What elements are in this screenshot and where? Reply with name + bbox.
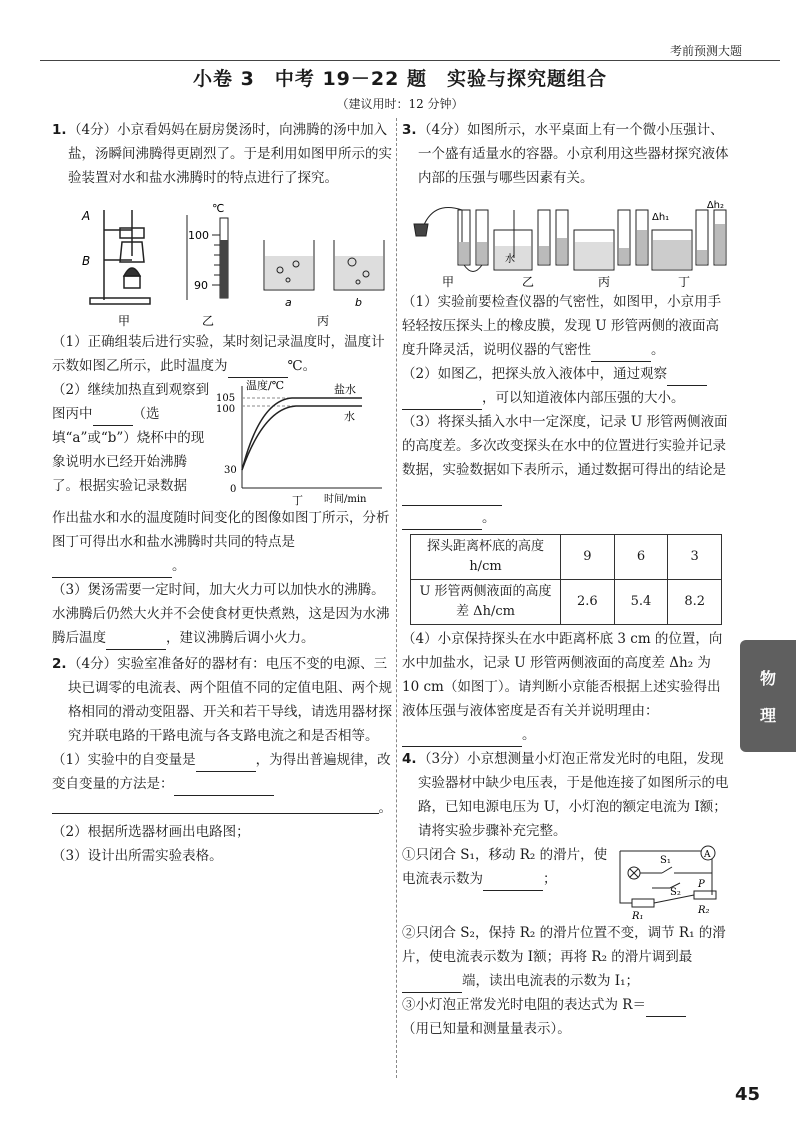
question-intro: （4分）如图所示，水平桌面上有一个微小压强计、一个盛有适量水的容器。小京利用这些器材探究液体内部的压强与哪些因素有关。 [418, 122, 729, 186]
q3-part1-text: （1）实验前要检查仪器的气密性，如图甲，小京用手轻轻按压探头上的橡皮膜，发现 U 形管两侧的液面高度升降灵活，说明仪器的气密性 [402, 294, 722, 358]
q3-figure-svg [402, 190, 732, 290]
question-intro: （3分）小京想测量小灯泡正常发光时的电阻，发现实验器材中缺少电压表，于是他连接了如图所示的电路，已知电源电压为 U，小灯泡的额定电流为 I额；请将实验步骤补充完整。 [418, 751, 729, 839]
label-A: A [82, 209, 91, 223]
label-dh2: Δh₂ [706, 200, 724, 211]
table-cell: 3 [668, 535, 722, 580]
q3-part3 [402, 410, 732, 530]
u-tube-bing [574, 210, 648, 270]
label-yi: 乙 [202, 314, 215, 328]
q3-part2-end: ，可以知道液体内部压强的大小。 [482, 390, 685, 406]
question-number: 3. [402, 122, 417, 138]
table-cell: 2.6 [561, 580, 615, 625]
r2-label: R₂ [698, 905, 710, 916]
graph-saltwater-label: 盐水 [334, 383, 356, 396]
right-column [402, 118, 732, 1041]
q3-part4 [402, 627, 732, 747]
label-ding: 丁 [678, 275, 691, 289]
q4-step3-text: ③小灯泡正常发光时电阻的表达式为 R＝ [402, 997, 646, 1013]
page-subtitle: （建议用时：12 分钟） [336, 97, 464, 111]
question-3 [402, 118, 732, 190]
graph-y0: 0 [230, 484, 237, 495]
graph-ding [212, 378, 392, 506]
label-bing: 丙 [317, 314, 330, 328]
q1-figure [52, 190, 392, 330]
header-right-label: 考前预测大题 [669, 44, 742, 58]
q2-method-blank-2[interactable] [52, 796, 379, 814]
header-rule [40, 60, 780, 61]
table-row [411, 535, 722, 580]
q1-beaker-blank[interactable] [93, 408, 133, 426]
p-label: P [698, 879, 705, 890]
q3-part3-text: （3）将探头插入水中一定深度，记录 U 形管两侧液面的高度差。多次改变探头在水中的位置进行实验并记录数据，实验数据如下表所示，通过数据可得出的结论是 [402, 414, 728, 478]
q3-observe-blank[interactable] [667, 368, 707, 386]
q1-part1 [52, 330, 392, 378]
label-yi: 乙 [522, 275, 535, 289]
page-number: 45 [734, 1084, 760, 1105]
question-number: 1. [52, 122, 67, 138]
q4-step2 [402, 921, 732, 993]
page-title: 小卷 3 中考 19－22 题 实验与探究题组合 [193, 68, 607, 90]
table-row-label: U 形管两侧液面的高度差 Δh/cm [411, 580, 561, 625]
question-1 [52, 118, 392, 190]
q4-end-blank[interactable] [402, 975, 462, 993]
graph-name: 丁 [292, 494, 303, 506]
q1-part3-text: （3）煲汤需要一定时间，加大火力可以加快水的沸腾。水沸腾后仍然大火并不会使食材更快煮熟，这是因为水沸腾后温度 [52, 582, 390, 646]
q2-part3: （3）设计出所需实验表格。 [52, 848, 223, 864]
q2-part2: （2）根据所选器材画出电路图； [52, 824, 250, 840]
stand-apparatus [90, 210, 150, 304]
q1-part2-text-block [52, 378, 212, 506]
q3-part1 [402, 290, 732, 362]
q3-reason-blank[interactable] [402, 729, 522, 747]
q1-part2-text-c: 作出盐水和水的温度随时间变化的图像如图丁所示，分析图丁可得出水和盐水沸腾时共同的特点是 [52, 510, 390, 550]
q4-circuit [612, 843, 727, 921]
q3-part2 [402, 362, 732, 410]
q2-variable-blank[interactable] [196, 754, 256, 772]
column-divider [396, 118, 397, 1078]
question-4 [402, 747, 732, 843]
q3-part4-end: 。 [522, 727, 536, 743]
q4-step1 [402, 843, 612, 921]
u-tube-jia [414, 208, 488, 272]
q3-figure [402, 190, 732, 290]
table-cell: 9 [561, 535, 615, 580]
q1-temp-blank[interactable] [228, 360, 288, 378]
q4-step2-end: 端，读出电流表的示数为 I₁； [462, 973, 640, 989]
q1-temp-change-blank[interactable] [106, 632, 166, 650]
label-bing: 丙 [598, 275, 611, 289]
s1-label: S₁ [660, 855, 671, 866]
q4-step2-text: ②只闭合 S₂，保持 R₂ 的滑片位置不变，调节 R₁ 的滑片，使电流表示数为 I额；再将 R₂ 的滑片调到最 [402, 925, 726, 965]
question-number: 4. [402, 751, 417, 767]
graph-y30: 30 [224, 465, 237, 476]
graph-xlabel: 时间/min [324, 494, 367, 505]
q4-expression-blank[interactable] [646, 999, 686, 1017]
q1-part2-end: 。 [172, 558, 186, 574]
label-jia: 甲 [442, 275, 455, 289]
s2-label: S₂ [670, 887, 681, 898]
thermo-90: 90 [194, 279, 208, 292]
table-cell: 8.2 [668, 580, 722, 625]
q4-current-blank[interactable] [483, 873, 543, 891]
q1-part1-unit: ℃。 [287, 358, 317, 374]
label-a: a [285, 296, 292, 309]
beakers [264, 240, 384, 290]
q4-step3-end: （用已知量和测量量表示）。 [402, 1021, 571, 1037]
q3-part1-end: 。 [651, 342, 665, 358]
q4-step1-text: ①只闭合 S₁，移动 R₂ 的滑片，使电流表示数为 [402, 847, 608, 887]
question-intro: （4分）小京看妈妈在厨房煲汤时，向沸腾的汤中加入盐，汤瞬间沸腾得更剧烈了。于是利用如图甲所示的实验装置对水和盐水沸腾时的特点进行了探究。 [68, 122, 392, 186]
q2-part1-method: ，为得出普遍规律，改变自变量的方法是： [52, 752, 391, 792]
label-jia: 甲 [118, 314, 131, 328]
q3-observe-blank-2[interactable] [402, 392, 482, 410]
label-B: B [82, 254, 91, 268]
saltwater-curve [242, 398, 362, 470]
q2-method-blank[interactable] [174, 778, 274, 796]
q1-part2-text-b: （选填“a”或“b”）烧杯中的现象说明水已经开始沸腾了。根据实验记录数据 [52, 406, 205, 494]
side-tab-char-2: 理 [759, 706, 776, 725]
q2-part1-end: 。 [378, 800, 392, 816]
label-dh1: Δh₁ [652, 212, 670, 223]
q3-conclusion-blank-2[interactable] [402, 512, 482, 530]
ammeter-label: A [704, 850, 711, 860]
subject-side-tab[interactable] [740, 640, 796, 752]
table-cell: 6 [614, 535, 668, 580]
q2-part1-text: （1）实验中的自变量是 [52, 752, 196, 768]
q3-part3-end: 。 [482, 510, 496, 526]
q4-step1-row [402, 843, 732, 921]
q3-part4-text: （4）小京保持探头在水中距离杯底 3 cm 的位置，向水中加盐水，记录 U 形管两侧液面的高度差 Δh₂ 为 10 cm（如图丁）。请判断小京能否根据上述实验得出液体压强与液体密度是否有关并说明理由： [402, 631, 723, 719]
q1-part3 [52, 578, 392, 650]
question-intro: （4分）实验室准备好的器材有：电压不变的电源、三块已调零的电流表、两个阻值不同的定值电阻、两个规格相同的滑动变阻器、开关和若干导线，请选用器材探究并联电路的干路电流与各支路电流之和是否相等。 [68, 656, 392, 744]
q1-part3-end: ，建议沸腾后调小火力。 [166, 630, 315, 646]
graph-ylabel: 温度/℃ [246, 379, 285, 392]
table-row [411, 580, 722, 625]
label-b: b [355, 296, 362, 309]
graph-y105: 105 [216, 393, 236, 404]
q2-part1 [52, 748, 392, 820]
q3-conclusion-blank[interactable] [402, 488, 502, 506]
q1-feature-blank[interactable] [52, 560, 172, 578]
q1-part2-text-a: （2）继续加热直到观察到图丙中 [52, 382, 210, 422]
table-cell: 5.4 [614, 580, 668, 625]
q1-part2-continued [52, 506, 392, 578]
q3-data-table [410, 534, 722, 625]
q4-step3 [402, 993, 732, 1041]
graph-water-label: 水 [344, 410, 355, 423]
left-column [52, 118, 392, 868]
question-2 [52, 652, 392, 748]
table-row-label: 探头距离杯底的高度 h/cm [411, 535, 561, 580]
q1-part2-row [52, 378, 392, 506]
q3-part2-text: （2）如图乙，把探头放入液体中，通过观察 [402, 366, 668, 382]
thermo-unit: ℃ [212, 202, 225, 215]
thermo-100: 100 [188, 229, 209, 242]
q4-step1-end: ； [543, 871, 557, 887]
q1-part1-text: （1）正确组装后进行实验，某时刻记录温度时，温度计示数如图乙所示，此时温度为 [52, 334, 385, 374]
question-number: 2. [52, 656, 67, 672]
q1-figure-svg [52, 190, 392, 330]
r1-label: R₁ [632, 911, 644, 921]
label-water: 水 [505, 254, 515, 265]
graph-y100: 100 [216, 404, 236, 415]
q3-airtight-blank[interactable] [591, 344, 651, 362]
side-tab-char-1: 物 [759, 669, 776, 688]
